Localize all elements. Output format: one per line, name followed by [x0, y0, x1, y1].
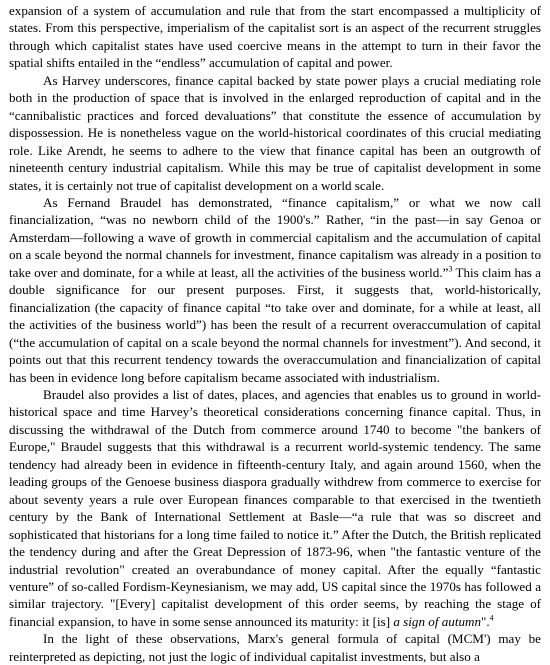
paragraph-text: In the light of these observations, Marx's general formula of capital (MCM') may be reinterpreted as depicting, not just the logic of individual capitalist investments, but also a [9, 631, 541, 664]
paragraph-text: ". [481, 613, 490, 629]
document-page [9, 2, 541, 665]
paragraph-text: This claim has a double significance for our present purposes. First, it suggests that, world-historically, financialization (the capacity of finance capital “to take over and dominate, for a while at least, all the activities of the business world”) has been the result of a recurrent overaccumulation of capital (“the accumulation of capital on a scale beyond the normal channels for investment”). And second, it points out that this recurrent tendency towards the overaccumulation and financialization of capital has been in evidence long before capitalism became associated with industrialism. [9, 264, 541, 385]
footnote-marker-4: 4 [489, 613, 494, 623]
paragraph-text: expansion of a system of accumulation and rule that from the start encompassed a multiplicity of states. From this perspective, imperialism of the capitalist sort is an aspect of the recurrent struggles through which capitalist states have used coercive means in the attempt to turn in their favor the spatial shifts entailed in the “endless” accumulation of capital and power. [9, 3, 541, 71]
paragraph-3 [9, 194, 541, 386]
paragraph-4 [9, 386, 541, 630]
paragraph-5 [9, 630, 541, 665]
paragraph-1 [9, 2, 541, 72]
italic-phrase: a sign of autumn [393, 613, 482, 629]
paragraph-text: Braudel also provides a list of dates, places, and agencies that enables us to ground in world-historical space and time Harvey’s theoretical considerations concerning finance capital. Thus, in discussing the withdrawal of the Dutch from commerce around 1740 to become "the bankers of Europe," Braudel suggests that this withdrawal is a recurrent world-systemic tendency. The same tendency had already been in evidence in fifteenth-century Italy, and again around 1560, when the leading groups of the Genoese business diaspora gradually withdrew from commerce to exercise for about seventy years a rule over European finances comparable to that exercised in the twentieth century by the Bank of International Settlement at Basle—“a rule that was so discreet and sophisticated that historians for a long time failed to notice it.” After the Dutch, the British replicated the tendency during and after the Great Depression of 1873-96, when "the fantastic venture of the industrial revolution" created an overabundance of money capital. After the equally “fantastic venture” of so-called Fordism-Keynesianism, we may add, US capital since the 1970s has followed a similar trajectory. "[Every] capitalist development of this order seems, by reaching the stage of financial expansion, to have in some sense announced its maturity: it [is] [9, 386, 541, 629]
footnote-marker-3: 3 [448, 264, 453, 274]
paragraph-text: As Fernand Braudel has demonstrated, “finance capitalism,” or what we now call financialization, “was no newborn child of the 1900's.” Rather, “in the past—in say Genoa or Amsterdam—following a wave of growth in commercial capitalism and the accumulation of capital on a scale beyond the normal channels for investment, finance capitalism was already in a position to take over and dominate, for a while at least, all the activities of the business world.” [9, 194, 541, 280]
paragraph-text: As Harvey underscores, finance capital backed by state power plays a crucial mediating role both in the production of space that is involved in the enlarged reproduction of capital and in the “cannibalistic practices and forced devaluations” that constitute the essence of accumulation by dispossession. He is nonetheless vague on the world-historical coordinates of this crucial mediating role. Like Arendt, he seems to adhere to the view that finance capital has been an outgrowth of nineteenth century industrial capitalism. While this may be true of capitalist development in some states, it is certainly not true of capitalist development on a world scale. [9, 72, 541, 193]
paragraph-2 [9, 72, 541, 194]
